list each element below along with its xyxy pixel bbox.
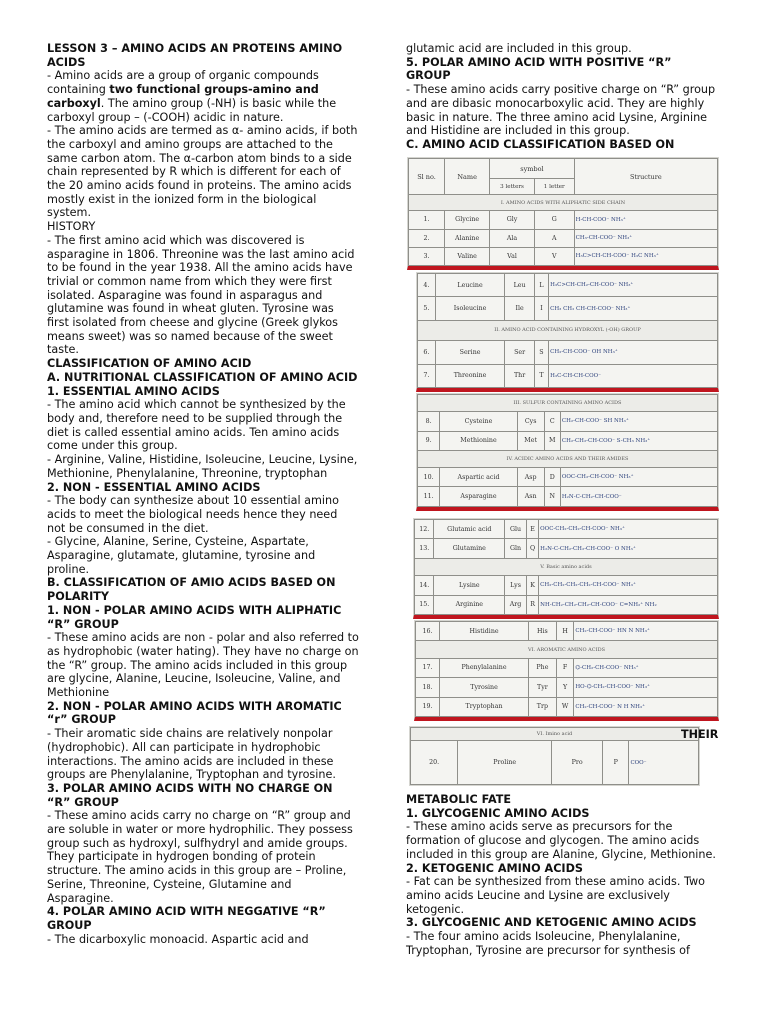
three-letter-symbol: Cys [517,412,544,431]
paragraph: - Their aromatic side chains are relatively nonpolar (hydrophobic). All can participate in hydrophobic interactions. The amino acids are included in these groups are Phenylalanine, Tryptophan and tyrosine. [47,727,336,782]
paragraph [47,69,359,124]
row-number: 9. [418,431,440,450]
amino-acid-name: Isoleucine [435,297,505,320]
section-heading: 2. NON - POLAR AMINO ACIDS WITH AROMATIC “r” GROUP [47,699,342,727]
section-heading: 2. NON - ESSENTIAL AMINO ACIDS [47,480,261,494]
row-number: 18. [416,678,440,697]
one-letter-symbol: Y [556,678,574,697]
one-letter-symbol: V [534,247,574,265]
header-name: Name [445,159,490,195]
three-letter-symbol: Leu [505,274,534,297]
amino-acid-table-image-4 [413,518,719,619]
three-letter-symbol: Arg [505,595,527,615]
paragraph: - These amino acids carry positive charge on “R” group and are dibasic monocarboxylic acid. They are highly basic in nature. The three amino acid Lysine, Arginine and Histidine are included in this group. [406,83,716,138]
one-letter-symbol: G [534,211,574,229]
three-letter-symbol: Val [490,247,535,265]
paragraph: - Arginine, Valine, Histidine, Isoleucine, Leucine, Lysine, Methionine, Phenylalanine, Threonine, tryptophan [47,453,358,480]
row-number: 12. [415,520,434,539]
category-label: V. Basic amino acids [415,558,718,575]
paragraph: - The amino acids are termed as α- amino acids, if both the carboxyl and amino groups are attached to the same carbon atom. The α-carbon atom binds to a side chain represented by R which is different for each of the 20 amino acids found in proteins. The amino acids mostly exist in the ionized form in the biological system. [47,124,358,220]
three-letter-symbol: Glu [505,520,527,539]
category-band-row [418,395,718,412]
three-letter-symbol: Thr [505,364,534,387]
right-column-bottom [406,793,718,957]
row-number: 10. [418,468,440,487]
row-number: 11. [418,487,440,507]
one-letter-symbol: R [526,595,538,615]
category-band-row [411,728,699,741]
structure-formula: H-CH-COO⁻ NH₃⁺ [574,211,717,229]
category-band-row [416,641,718,658]
three-letter-symbol: Ser [505,341,534,364]
one-letter-symbol: D [544,468,560,487]
row-number: 20. [411,741,458,785]
amino-acid-table-image-6 [409,726,700,786]
structure-formula: ⌬-CH₂-CH-COO⁻ NH₃⁺ [574,658,718,677]
amino-acid-name: Aspartic acid [440,468,517,487]
amino-acid-name: Alanine [445,229,490,247]
three-letter-symbol: Trp [529,697,557,717]
structure-formula: CH₃-CH-COO⁻ NH₃⁺ [574,229,717,247]
structure-formula: CH₃ CH₂ CH-CH-COO⁻ NH₃⁺ [549,297,718,320]
left-column [47,42,359,946]
structure-formula: H₂N-C-CH₂-CH₂-CH-COO⁻ O NH₃⁺ [539,539,718,558]
paragraph: - Fat can be synthesized from these amino acids. Two amino acids Leucine and Lysine are exclusively ketogenic. [406,875,705,916]
amino-acid-name: Glutamic acid [434,520,505,539]
amino-acid-name: Tryptophan [440,697,529,717]
structure-formula: H₃C>CH-CH-COO⁻ H₃C NH₃⁺ [574,247,717,265]
section-heading: 1. GLYCOGENIC AMINO ACIDS [406,806,590,820]
one-letter-symbol: N [544,487,560,507]
category-label: II. AMINO ACID CONTAINING HYDROXYL (-OH) GROUP [418,320,718,340]
one-letter-symbol: M [544,431,560,450]
three-letter-symbol: Pro [552,741,603,785]
paragraph: - These amino acids serve as precursors for the formation of glucose and glycogen. The amino acids included in this group are Alanine, Glycine, Methionine. [406,820,716,861]
structure-formula: H₃C-CH-CH-COO⁻ [549,364,718,387]
section-heading: 5. POLAR AMINO ACID WITH POSITIVE “R” GROUP [406,55,672,83]
one-letter-symbol: K [526,576,538,595]
category-band-row [418,320,718,340]
paragraph: glutamic acid are included in this group. [406,42,632,55]
category-band-row [415,558,718,575]
one-letter-symbol: I [534,297,548,320]
amino-acid-name: Tyrosine [440,678,529,697]
structure-formula: NH-CH₂-CH₂-CH₂-CH-COO⁻ C=NH₂⁺ NH₂ [539,595,718,615]
amino-acid-name: Methionine [440,431,517,450]
amino-acid-name: Glycine [445,211,490,229]
section-heading: 3. GLYCOGENIC AND KETOGENIC AMINO ACIDS [406,916,697,930]
amino-acid-name: Serine [435,341,505,364]
table-row [418,412,718,431]
table-row [418,487,718,507]
three-letter-symbol: Tyr [529,678,557,697]
table-row [418,431,718,450]
one-letter-symbol: A [534,229,574,247]
amino-acid-table-image-2 [416,272,719,392]
structure-formula: CH₂-CH-COO⁻ SH NH₃⁺ [560,412,717,431]
section-heading: A. NUTRITIONAL CLASSIFICATION OF AMINO ACID [47,370,358,384]
table-row [418,274,718,297]
paragraph: - These amino acids are non - polar and also referred to as hydrophobic (water hating). They have no charge on the “R” group. The amino acids included in this group are glycine, Alanine, Leucine, Isoleucine, Valine, and Methionine [47,631,359,700]
table-row [416,678,718,697]
amino-acid-name: Leucine [435,274,505,297]
structure-formula: OOC-CH₂-CH-COO⁻ NH₃⁺ [560,468,717,487]
category-band-row [418,450,718,467]
row-number: 13. [415,539,434,558]
three-letter-symbol: Ile [505,297,534,320]
row-number: 14. [415,576,434,595]
three-letter-symbol: Gly [490,211,535,229]
paragraph: - The first amino acid which was discovered is asparagine in 1806. Threonine was the last amino acid to be found in the year 1938. All the amino acids have trivial or common name from which they were first isolated. Asparagine was found in asparagus and glutamine was found in wheat gluten. Tyrosine was first isolated from cheese and glycine (Greek glykos means sweet) was so named because of the sweet taste. [47,233,355,357]
table-row [409,211,718,229]
amino-acid-name: Threonine [435,364,505,387]
amino-acid-name: Proline [458,741,552,785]
table-row [415,576,718,595]
one-letter-symbol: L [534,274,548,297]
one-letter-symbol: E [526,520,538,539]
paragraph: - The dicarboxylic monoacid. Aspartic acid and [47,932,309,946]
table-row [415,520,718,539]
bold-phrase: two functional groups-amino and carboxyl [47,83,319,110]
row-number: 5. [418,297,436,320]
amino-acid-name: Asparagine [440,487,517,507]
text-run: - Amino acids are a group of organic compounds containing [47,69,319,97]
paragraph: - Glycine, Alanine, Serine, Cysteine, Aspartate, Asparagine, glutamate, glutamine, tyrosine and proline. [47,535,316,576]
row-number: 15. [415,595,434,615]
amino-acid-name: Arginine [434,595,505,615]
one-letter-symbol: F [556,658,574,677]
table-header-row [409,159,718,179]
three-letter-symbol: Ala [490,229,535,247]
section-heading: 1. ESSENTIAL AMINO ACIDS [47,384,220,398]
amino-acid-name: Histidine [440,622,529,641]
row-number: 6. [418,341,436,364]
structure-formula: COO⁻ [629,741,699,785]
header-3-letters: 3 letters [490,179,535,195]
table-row [411,741,699,785]
structure-formula: H₃C>CH-CH₂-CH-COO⁻ NH₃⁺ [549,274,718,297]
three-letter-symbol: Lys [505,576,527,595]
row-number: 4. [418,274,436,297]
paragraph: - The four amino acids Isoleucine, Phenylalanine, Tryptophan, Tyrosine are precursor for synthesis of [406,930,690,957]
three-letter-symbol: Met [517,431,544,450]
paragraph: - These amino acids carry no charge on “R” group and are soluble in water or more hydrophilic. They possess group such as hydroxyl, sulfhydryl and amide groups. They participate in hydrogen bonding of protein structure. The amino acids in this group are – Proline, Serine, Threonine, Cysteine, Glutamine and Asparagine. [47,809,353,905]
row-number: 8. [418,412,440,431]
structure-formula: CH₂-CH₂-CH-COO⁻ S-CH₃ NH₃⁺ [560,431,717,450]
three-letter-symbol: Gln [505,539,527,558]
header-1-letter: 1 letter [534,179,574,195]
right-column-top [406,42,718,152]
header-structure: Structure [574,159,717,195]
table-row [409,247,718,265]
amino-acid-name: Glutamine [434,539,505,558]
category-label: IV. ACIDIC AMINO ACIDS AND THEIR AMIDES [418,450,718,467]
three-letter-symbol: Asp [517,468,544,487]
one-letter-symbol: H [556,622,574,641]
amino-acid-name: Phenylalanine [440,658,529,677]
their-text: THEIR [681,728,719,741]
table-row [416,697,718,717]
category-label: I. AMINO ACIDS WITH ALIPHATIC SIDE CHAIN [409,195,718,211]
section-heading: 3. POLAR AMINO ACIDS WITH NO CHARGE ON “R” GROUP [47,781,333,809]
row-number: 1. [409,211,445,229]
three-letter-symbol: Asn [517,487,544,507]
table-row [409,229,718,247]
row-number: 17. [416,658,440,677]
section-heading: 2. KETOGENIC AMINO ACIDS [406,861,583,875]
paragraph: - The amino acid which cannot be synthesized by the body and, therefore need to be supplied through the diet is called essential amino acids. Ten amino acids come under this group. [47,398,346,453]
text-run: . The amino group (-NH) is basic while the carboxyl group – (-COOH) acidic in nature. [47,96,337,124]
amino-acid-table-image-5 [414,620,719,721]
amino-acid-name: Lysine [434,576,505,595]
row-number: 3. [409,247,445,265]
table-row [418,364,718,387]
three-letter-symbol: His [529,622,557,641]
category-label: VI. Imino acid [411,728,699,741]
category-label: III. SULFUR CONTAINING AMINO ACIDS [418,395,718,412]
paragraph: HISTORY [47,220,96,234]
section-heading: 4. POLAR AMINO ACID WITH NEGGATIVE “R” GROUP [47,905,326,932]
table-row [415,595,718,615]
three-letter-symbol: Phe [529,658,557,677]
row-number: 2. [409,229,445,247]
header-symbol: symbol [490,159,574,179]
header-sl-no: Sl no. [409,159,445,195]
amino-acid-name: Valine [445,247,490,265]
amino-acid-name: Cysteine [440,412,517,431]
structure-formula: CH₂-CH-COO⁻ N H NH₃⁺ [574,697,718,717]
one-letter-symbol: C [544,412,560,431]
table-row [415,539,718,558]
structure-formula: CH₂-CH-COO⁻ HN N NH₃⁺ [574,622,718,641]
one-letter-symbol: Q [526,539,538,558]
section-heading: B. CLASSIFICATION OF AMIO ACIDS BASED ON POLARITY [47,576,336,604]
table-row [418,341,718,364]
structure-formula: CH₂-CH-COO⁻ OH NH₃⁺ [549,341,718,364]
category-band-row [409,195,718,211]
table-row [416,658,718,677]
section-heading: METABOLIC FATE [406,793,512,806]
table-row [418,297,718,320]
row-number: 7. [418,364,436,387]
structure-formula: OOC-CH₂-CH₂-CH-COO⁻ NH₃⁺ [539,520,718,539]
one-letter-symbol: W [556,697,574,717]
one-letter-symbol: S [534,341,548,364]
section-heading: CLASSIFICATION OF AMINO ACID [47,357,252,371]
table-row [418,468,718,487]
row-number: 16. [416,622,440,641]
table-row [416,622,718,641]
category-label: VI. AROMATIC AMINO ACIDS [416,641,718,658]
structure-formula: HO-⌬-CH₂-CH-COO⁻ NH₃⁺ [574,678,718,697]
amino-acid-table-image-3 [416,393,719,511]
structure-formula: CH₂-CH₂-CH₂-CH₂-CH-COO⁻ NH₃⁺ [539,576,718,595]
amino-acid-table-image-1 [407,157,719,270]
row-number: 19. [416,697,440,717]
structure-formula: H₂N-C-CH₂-CH-COO⁻ [560,487,717,507]
section-heading: C. AMINO ACID CLASSIFICATION BASED ON [406,137,675,151]
one-letter-symbol: P [603,741,629,785]
section-heading: 1. NON - POLAR AMINO ACIDS WITH ALIPHATIC “R” GROUP [47,603,342,631]
section-heading: LESSON 3 – AMINO ACIDS AN PROTEINS AMINO ACIDS [47,42,343,69]
one-letter-symbol: T [534,364,548,387]
paragraph: - The body can synthesize about 10 essential amino acids to meet the biological needs hence they need not be consumed in the diet. [47,494,339,535]
